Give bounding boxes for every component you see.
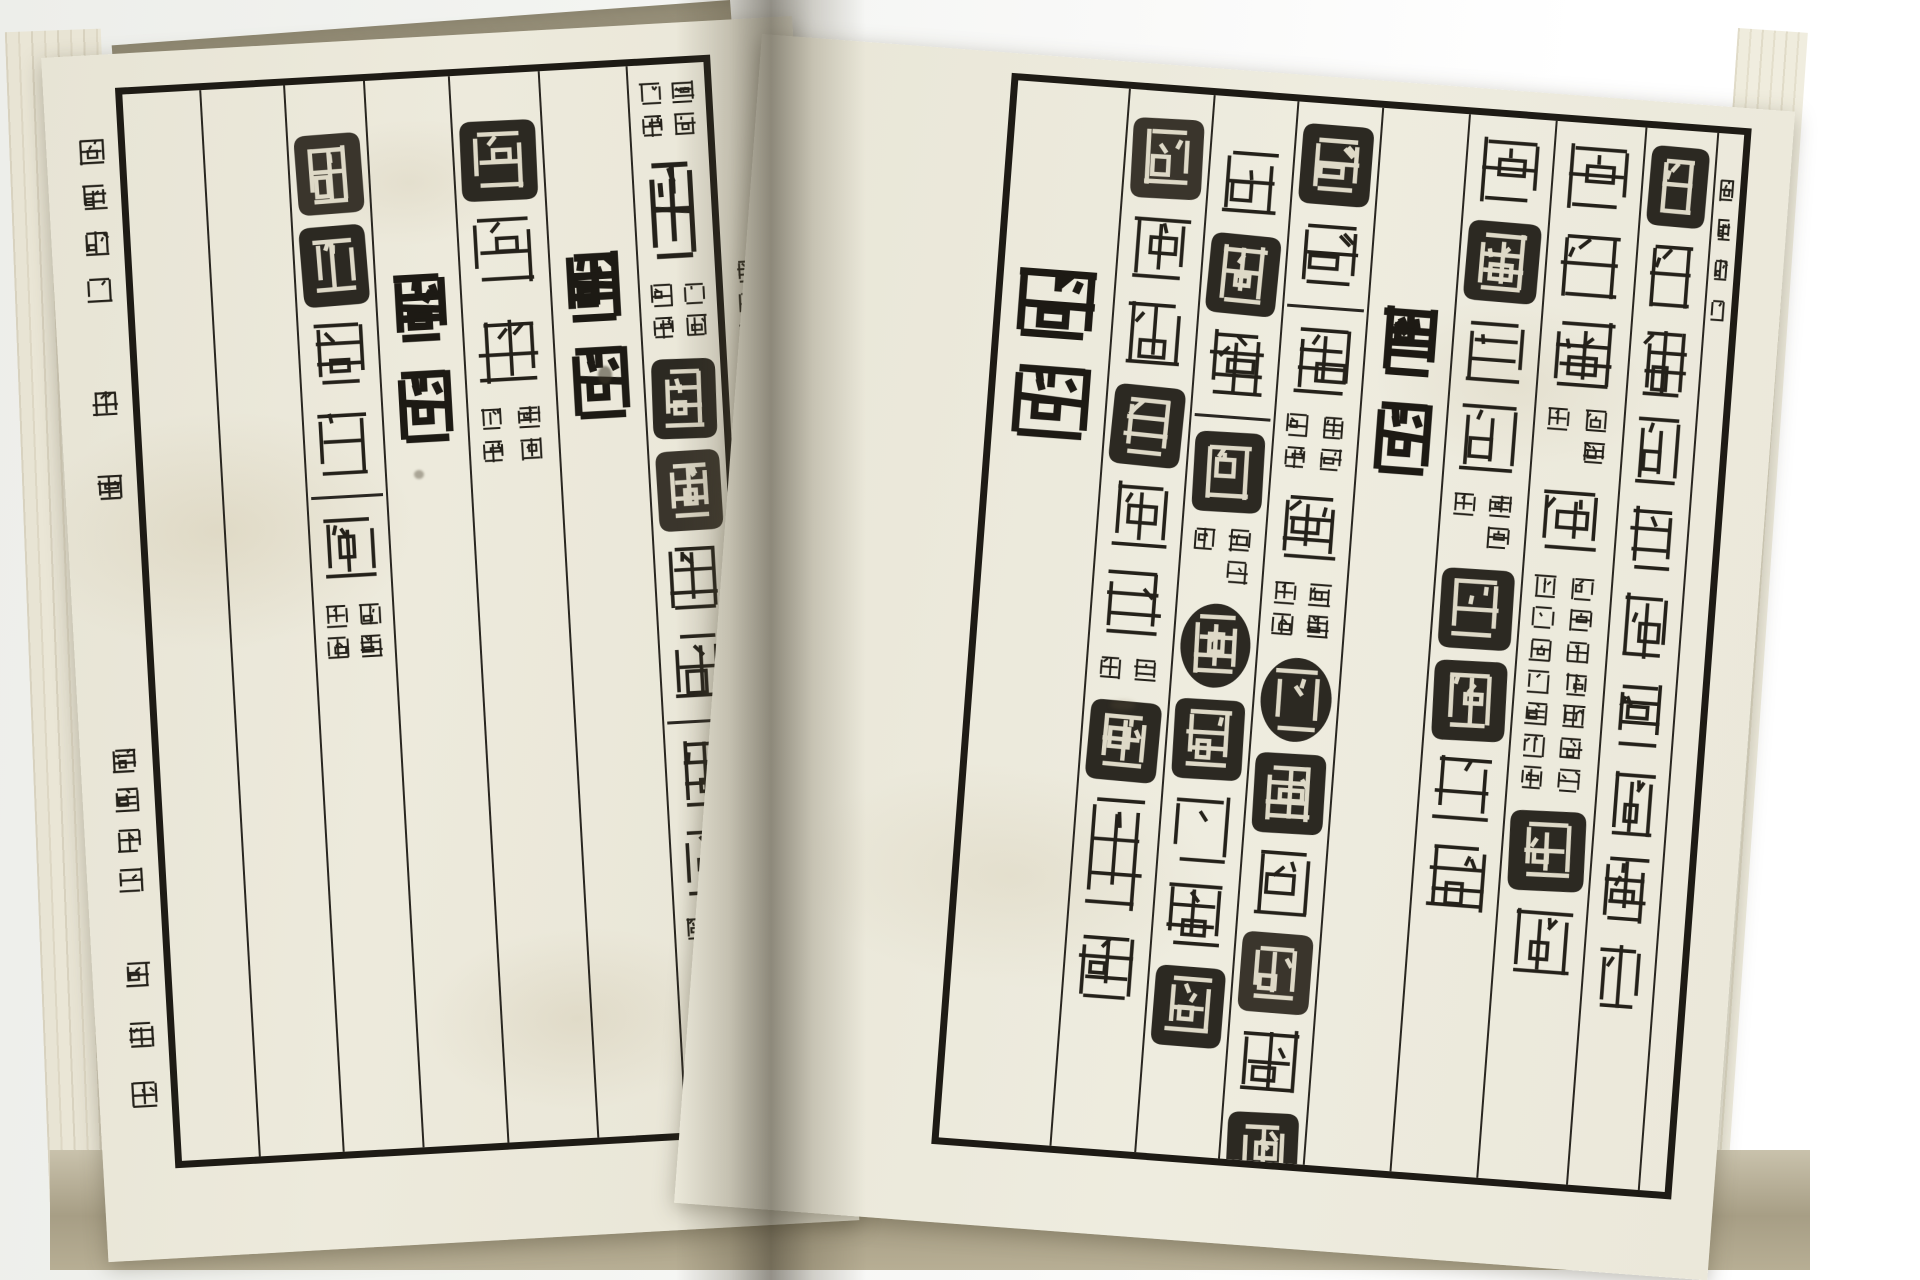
seal-glyph-outline xyxy=(1096,472,1185,560)
margin-title-char xyxy=(82,467,136,510)
seal-caption-text xyxy=(1259,572,1347,652)
left-page-printed-frame xyxy=(115,55,770,1169)
cell-divider xyxy=(1191,408,1274,426)
seal-glyph-outline xyxy=(1062,922,1151,1010)
seal-caption-text xyxy=(314,594,396,672)
right-page xyxy=(674,34,1795,1280)
seal-impression-black xyxy=(1251,652,1341,748)
seal-impression-black xyxy=(649,445,730,535)
seal-impression-black xyxy=(1500,805,1594,897)
seal-glyph-outline xyxy=(1411,834,1502,922)
edge-title-char xyxy=(1714,173,1741,209)
seal-impression-black xyxy=(1144,961,1232,1053)
seal-impression-black xyxy=(1292,119,1381,211)
seal-glyph-outline xyxy=(303,401,385,487)
seal-glyph-outline xyxy=(298,313,380,399)
seal-glyph-outline xyxy=(1277,317,1366,405)
margin-title-char xyxy=(113,1015,167,1058)
seal-impression-black xyxy=(644,354,725,444)
seal-glyph-outline xyxy=(309,506,391,592)
seal-glyph-outline xyxy=(463,309,555,396)
section-header xyxy=(549,236,646,433)
seal-glyph-outline xyxy=(1238,839,1327,927)
large-seal-glyph xyxy=(633,152,715,272)
seal-glyph-outline xyxy=(1633,233,1709,320)
edge-title-char xyxy=(1711,213,1738,249)
seal-glyph-outline xyxy=(1089,559,1178,647)
seal-caption-text xyxy=(1086,647,1172,695)
seal-impression-black xyxy=(1244,748,1333,840)
seal-glyph-outline xyxy=(1620,409,1696,496)
seal-glyph-outline xyxy=(1551,135,1645,223)
seal-glyph-outline xyxy=(1544,223,1638,311)
seal-glyph-outline xyxy=(1627,321,1703,408)
section-header xyxy=(375,260,469,456)
seal-impression-black xyxy=(1424,655,1515,747)
seal-glyph-outline xyxy=(1525,478,1619,566)
edge-title-char xyxy=(1708,253,1735,289)
cell-divider xyxy=(1284,299,1368,317)
margin-title-char xyxy=(98,741,152,782)
seal-impression-black xyxy=(1431,563,1522,655)
margin-title-char xyxy=(116,1074,170,1117)
seal-glyph-outline xyxy=(1158,785,1246,873)
seal-impression-black xyxy=(1231,927,1320,1019)
margin-title-char xyxy=(109,955,163,998)
seal-glyph-outline xyxy=(1587,848,1663,935)
seal-impression-black xyxy=(1123,113,1212,205)
seal-impression-black xyxy=(1184,426,1272,518)
seal-impression-black xyxy=(288,129,371,219)
seal-impression-black xyxy=(452,115,545,206)
seal-impression-black xyxy=(1171,598,1260,694)
seal-glyph-outline xyxy=(1193,321,1281,409)
seal-glyph-outline xyxy=(1600,672,1676,759)
seal-caption-text xyxy=(639,274,719,352)
seal-caption-text xyxy=(1531,398,1624,478)
cell-divider xyxy=(308,488,387,504)
seal-impression-black xyxy=(1199,229,1287,321)
margin-title-char xyxy=(71,270,125,313)
margin-title-char xyxy=(104,861,158,902)
section-header xyxy=(991,254,1116,454)
seal-glyph-outline xyxy=(1493,897,1587,985)
seal-caption-text xyxy=(628,72,708,150)
seal-impression-black xyxy=(1079,695,1168,787)
margin-title-char xyxy=(69,224,123,267)
seal-glyph-outline xyxy=(1614,497,1690,584)
seal-glyph-outline xyxy=(1116,204,1205,292)
seal-caption-text xyxy=(1438,483,1528,563)
margin-title-char xyxy=(66,178,120,221)
margin-title-char xyxy=(100,781,154,822)
seal-glyph-outline xyxy=(1607,584,1683,671)
seal-impression-black xyxy=(1640,142,1716,233)
seal-caption-text xyxy=(1271,405,1359,485)
margin-title-char xyxy=(63,132,117,175)
seal-glyph-outline xyxy=(1581,935,1657,1022)
margin-title-char xyxy=(102,821,156,862)
margin-title-char xyxy=(78,384,132,427)
seal-impression-black xyxy=(1164,694,1252,786)
seal-glyph-outline xyxy=(1206,141,1294,229)
seal-glyph-outline xyxy=(1417,747,1508,835)
edge-title-char xyxy=(1705,293,1732,329)
seal-glyph-outline xyxy=(1450,308,1541,396)
seal-glyph-outline xyxy=(1069,787,1162,923)
seal-glyph-outline xyxy=(1151,873,1239,961)
seal-glyph-outline xyxy=(1444,396,1535,484)
seal-caption-text xyxy=(1178,518,1265,598)
seal-impression-black xyxy=(1457,216,1548,308)
seal-impression-black xyxy=(1220,1107,1307,1165)
seal-glyph-outline xyxy=(1464,128,1555,216)
right-page-printed-frame xyxy=(931,73,1751,1200)
seal-impression-black xyxy=(1103,380,1192,472)
seal-glyph-outline xyxy=(1224,1019,1313,1107)
seal-glyph-outline xyxy=(1265,484,1354,572)
seal-caption-text xyxy=(468,397,560,476)
section-header xyxy=(1356,291,1455,489)
seal-glyph-outline xyxy=(1537,310,1631,398)
seal-impression-black xyxy=(293,221,376,311)
seal-caption-text xyxy=(1507,566,1612,806)
seal-glyph-outline xyxy=(1109,292,1198,380)
seal-glyph-outline xyxy=(1594,760,1670,847)
seal-glyph-outline xyxy=(1285,211,1374,299)
seal-glyph-outline xyxy=(457,207,549,294)
